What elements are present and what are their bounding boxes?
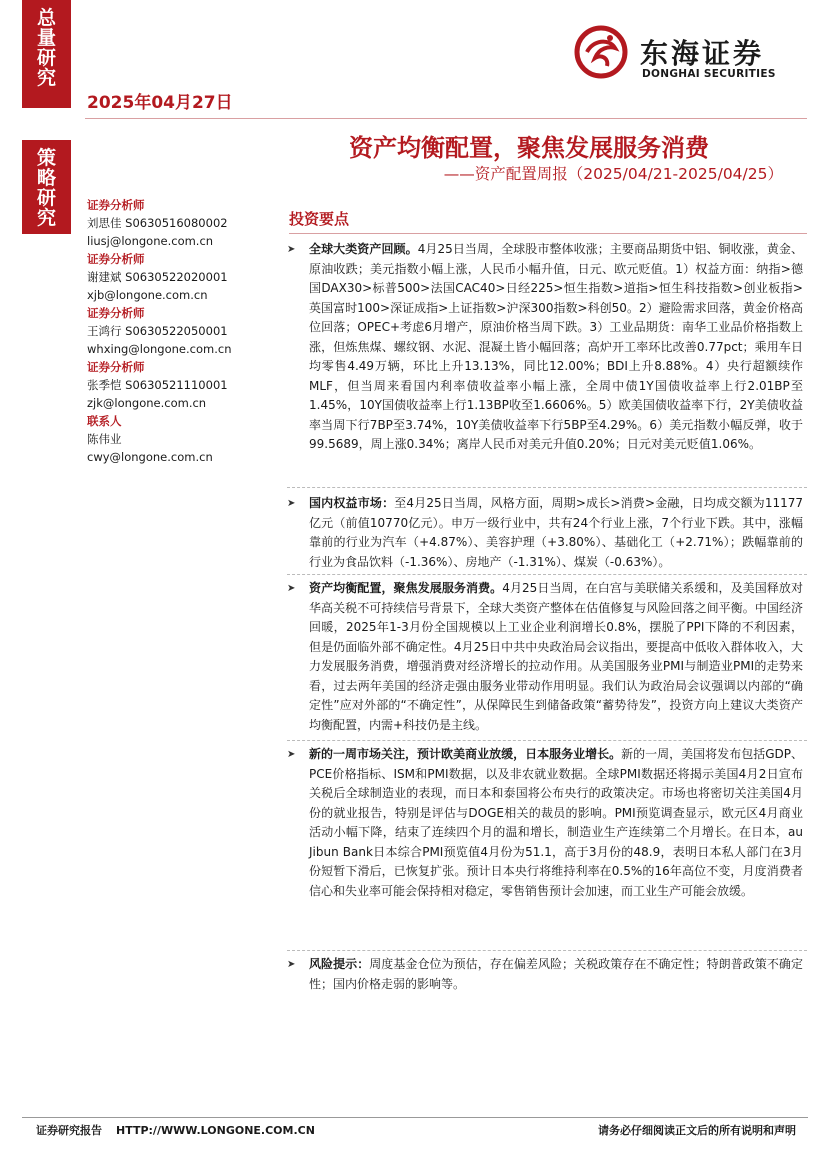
analyst-role: 证券分析师 — [87, 360, 145, 374]
header-divider — [85, 118, 807, 119]
bullet-text: 至4月25日当周，风格方面，周期>成长>消费>金融，日均成交额为11177亿元（前值10770亿元）。申万一级行业中，共有24个行业上涨，7个行业下跌。其中，涨幅靠前的行业为汽车（+4.87%）、美容护理（+3.80%）、基础化工（+2.71%）；跌幅靠前的行业为食品饮料（-1.36%）、房地产（-1.31%）、煤炭（-0.63%）。 — [309, 496, 803, 569]
footer-divider — [22, 1117, 808, 1118]
bullet-text: 4月25日当周，在白宫与美联储关系缓和，及美国释放对华高关税不可持续信号背景下，全球大类资产整体在估值修复与风险回落之间平衡。中国经济回暖，2025年1-3月份全国规模以上工业企业利润增长0.8%，摆脱了PPI下降的不利因素，但是仍面临外部不确定性。4月25日中共中央政治局会议指出，要提高中低收入群体收入，大力发展服务消费，增强消费对经济增长的拉动作用。从美国服务业PMI与制造业PMI的走势来看，过去两年美国的经济走强由服务业带动作用明显。我们认为政治局会议强调以内部的“确定性”应对外部的“不确定性”，从保障民生到储备政策“蓄势待发”，投资方向上建议大类资产均衡配置，内需+科技仍是主线。 — [309, 581, 803, 732]
bullet-separator — [287, 487, 807, 488]
analyst-email[interactable]: xjb@longone.com.cn — [87, 288, 208, 302]
report-title: 资产均衡配置，聚焦发展服务消费 — [349, 134, 709, 162]
section-divider — [289, 233, 807, 234]
section-title: 投资要点 — [289, 210, 350, 228]
category-tag: 总量研究 — [22, 0, 71, 108]
contact-entry — [87, 412, 272, 466]
bullet-text: 4月25日当周，全球股市整体收涨；主要商品期货中铝、铜收涨，黄金、原油收跌；美元指数小幅上涨，人民币小幅升值，日元、欧元贬值。1）权益方面：纳指>德国DAX30>标普500>法国CAC40>日经225>恒生指数>道指>恒生科技指数>创业板指>英国富时100>深证成指>上证指数>沪深300指数>科创50。2）避险需求回落，黄金价格高位回落；OPEC+考虑6月增产，原油价格当周下跌。3）工业品期货：南华工业品价格指数上涨，但炼焦煤、螺纹钢、水泥、混凝土皆小幅回落；高炉开工率环比改善0.77pct；乘用车日均零售4.49万辆，环比上升13.13%，同比12.00%；BDI上升8.88%。4）央行超额续作MLF，但当周来看国内利率债收益率小幅上涨，全周中债1Y国债收益率上行2.01BP至1.45%，10Y国债收益率上行1.13BP收至1.6606%。5）欧美国债收益率下行，2Y美债收益率当周下行7BP至3.74%，10Y美债收益率下行5BP至4.29%。6）美元指数小幅反弹，收于99.5689，周上涨0.34%；离岸人民币对美元升值0.20%；日元对美元贬值1.06%。 — [309, 242, 803, 451]
footer-left — [36, 1122, 315, 1138]
arrow-bullet-icon: ➤ — [287, 749, 296, 760]
analyst-name: 王鸿行 S0630522050001 — [87, 324, 228, 338]
bullet-point — [287, 579, 803, 735]
column-tag: 策略研究 — [22, 140, 71, 234]
analyst-name: 谢建斌 S0630522020001 — [87, 270, 228, 284]
bullet-point — [287, 494, 803, 572]
bullet-point — [287, 240, 803, 455]
bullet-lead: 国内权益市场： — [309, 496, 395, 510]
report-date: 2025年04月27日 — [87, 93, 233, 113]
logo-english-name: DONGHAI SECURITIES — [642, 68, 776, 80]
contact-role: 联系人 — [87, 414, 122, 428]
contact-name: 陈伟业 — [87, 432, 122, 446]
analyst-role: 证券分析师 — [87, 198, 145, 212]
analyst-email[interactable]: liusj@longone.com.cn — [87, 234, 214, 248]
analyst-role: 证券分析师 — [87, 306, 145, 320]
bullet-lead: 资产均衡配置，聚焦发展服务消费。 — [309, 581, 503, 595]
bullet-text: 新的一周，美国将发布包括GDP、PCE价格指标、ISM和PMI数据，以及非农就业数据。全球PMI数据还将揭示美国4月2日宣布关税后全球制造业的表现，而日本和泰国将公布央行的政策决定。市场也将密切关注美国4月份的就业报告，特别是评估与DOGE相关的裁员的影响。PMI预览调查显示，欧元区4月商业活动小幅下降，结束了连续四个月的温和增长，制造业生产连续第二个月增长。在日本，au Jibun Bank日本综合PMI预览值4月份为51.1，高于3月份的48.9，表明日本私人部门在3月份短暂下滑后，已恢复扩张。预计日本央行将维持利率在0.5%的16年高位不变，月度消费者信心和失业率可能会保持相对稳定，零售销售预计会加速，而工业生产可能会放缓。 — [309, 747, 803, 898]
arrow-bullet-icon: ➤ — [287, 244, 296, 255]
analyst-entry — [87, 304, 272, 358]
arrow-bullet-icon: ➤ — [287, 583, 296, 594]
logo-chinese-name: 东海证券 — [640, 37, 765, 70]
bullet-separator — [287, 574, 807, 575]
bullet-point — [287, 955, 803, 994]
analyst-email[interactable]: zjk@longone.com.cn — [87, 396, 207, 410]
footer-url[interactable]: HTTP://WWW.LONGONE.COM.CN — [116, 1124, 315, 1137]
footer-disclaimer: 请务必仔细阅读正文后的所有说明和声明 — [598, 1124, 796, 1137]
bullet-lead: 新的一周市场关注，预计欧美商业放缓，日本服务业增长。 — [309, 747, 622, 761]
contact-email[interactable]: cwy@longone.com.cn — [87, 450, 213, 464]
analyst-sidebar — [87, 196, 272, 466]
footer-label: 证券研究报告 — [36, 1124, 102, 1137]
analyst-name: 刘思佳 S0630516080002 — [87, 216, 228, 230]
report-subtitle: ——资产配置周报（2025/04/21-2025/04/25） — [443, 165, 783, 183]
bullet-separator — [287, 740, 807, 741]
arrow-bullet-icon: ➤ — [287, 959, 296, 970]
analyst-entry — [87, 358, 272, 412]
analyst-name: 张季恺 S0630521110001 — [87, 378, 228, 392]
analyst-email[interactable]: whxing@longone.com.cn — [87, 342, 232, 356]
analyst-entry — [87, 196, 272, 250]
analyst-entry — [87, 250, 272, 304]
analyst-role: 证券分析师 — [87, 252, 145, 266]
arrow-bullet-icon: ➤ — [287, 498, 296, 509]
bullet-lead: 全球大类资产回顾。 — [309, 242, 418, 256]
bullet-point — [287, 745, 803, 901]
bullet-separator — [287, 950, 807, 951]
bullet-lead: 风险提示： — [309, 957, 370, 971]
bullet-text: 周度基金仓位为预估，存在偏差风险；关税政策存在不确定性；特朗普政策不确定性；国内价格走弱的影响等。 — [309, 957, 803, 991]
